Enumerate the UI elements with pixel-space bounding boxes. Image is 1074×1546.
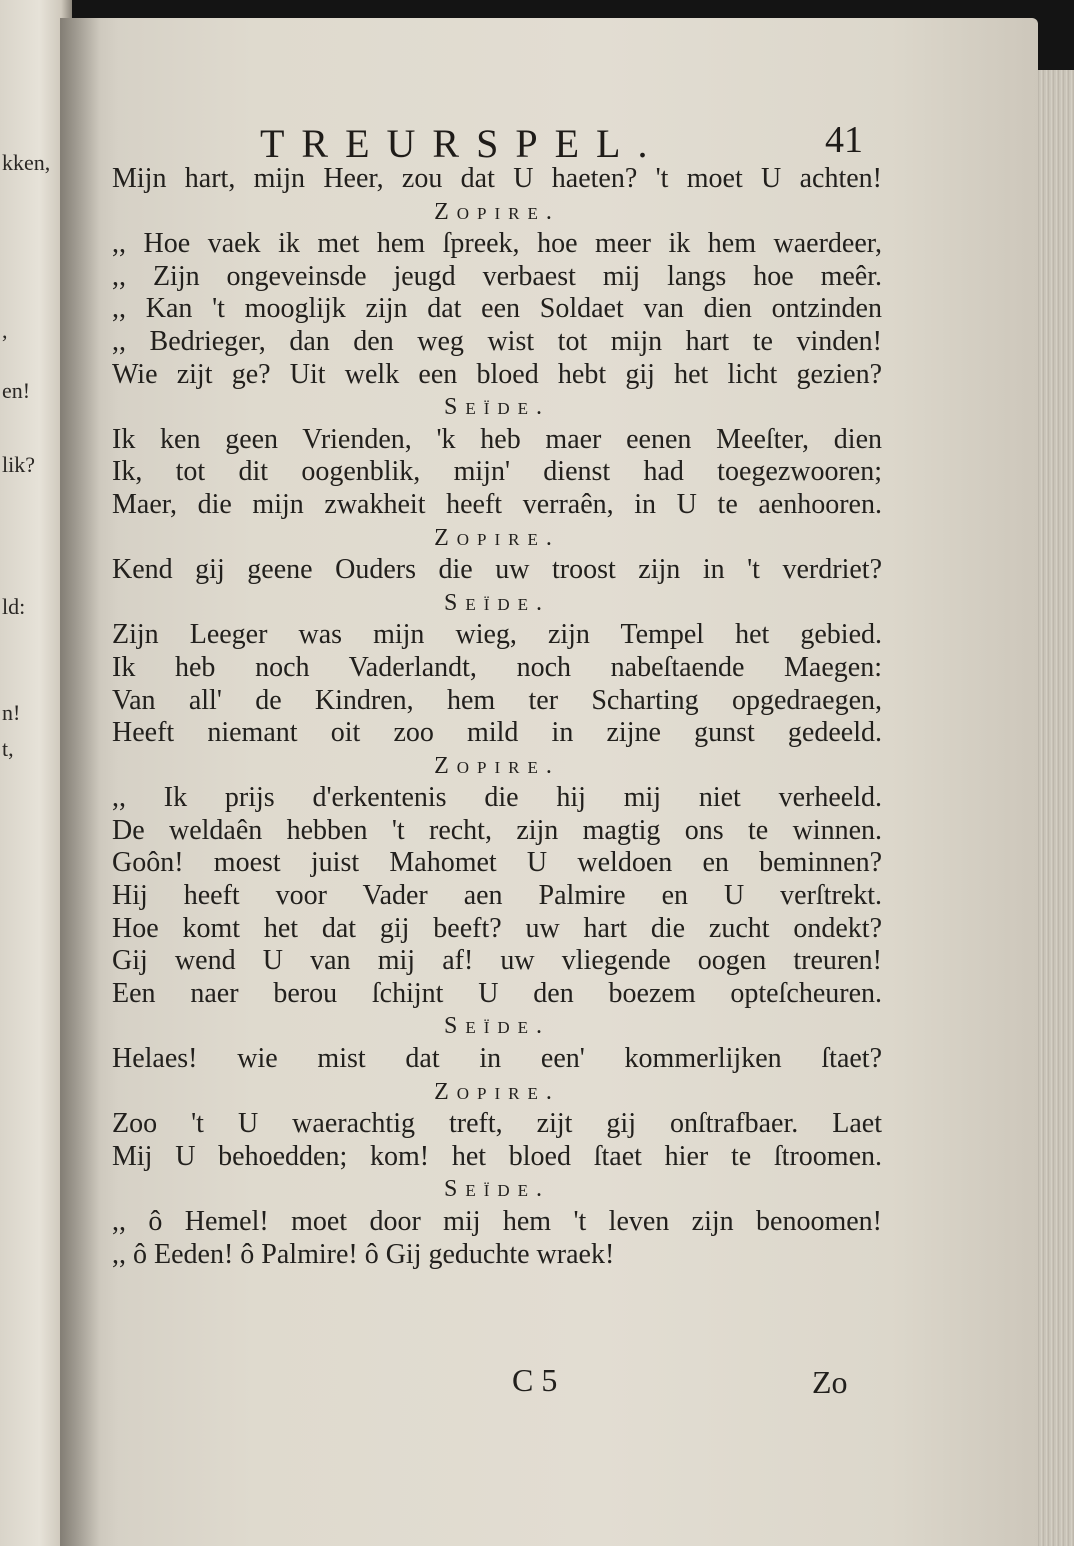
left-page-fragment: , xyxy=(2,318,8,343)
verse-line: Mijn hart, mijn Heer, zou dat U haeten? 't moet U achten! xyxy=(112,163,882,194)
verse-line: ,, Zijn ongeveinsde jeugd verbaest mij langs hoe meêr. xyxy=(112,260,882,292)
gutter-shadow xyxy=(60,18,100,1546)
verse-line: Ik ken geen Vrienden, 'k heb maer eenen Meeſter, dien xyxy=(112,423,882,455)
speaker-name: Seïde. xyxy=(443,589,551,616)
left-page-fragment: n! xyxy=(2,700,21,725)
left-page-fragment: lik? xyxy=(2,452,35,477)
verse-line: Ik, tot dit oogenblik, mijn' dienst had toegezwooren; xyxy=(112,456,882,488)
speaker-name: Seïde. xyxy=(443,1176,551,1203)
speaker-name: Seïde. xyxy=(443,394,551,421)
page-number: 41 xyxy=(825,119,863,161)
verse-line: Zoo 't U waerachtig treft, zijt gij onſtrafbaer. Laet xyxy=(112,1108,882,1140)
verse-line: Hoe komt het dat gij beeft? uw hart die zucht ondekt? xyxy=(112,912,882,944)
verse-line: Kend gij geene Ouders die uw troost zijn in 't verdriet? xyxy=(112,554,882,586)
verse-line: ,, ô Eeden! ô Palmire! ô Gij geduchte wraek! xyxy=(112,1238,615,1270)
verse-line: ,, ô Hemel! moet door mij hem 't leven zijn benoomen! xyxy=(112,1206,882,1237)
left-page-fragment: en! xyxy=(2,378,31,403)
speaker-name: Zopire. xyxy=(434,1078,560,1105)
verse-line: ,, Ik prijs d'erkentenis die hij mij niet verheeld. xyxy=(112,782,882,814)
verse-line: Hij heeft voor Vader aen Palmire en U verſtrekt. xyxy=(112,880,882,912)
speaker-name: Zopire. xyxy=(434,752,560,779)
verse-line: Een naer berou ſchijnt U den boezem opteſcheuren. xyxy=(112,977,882,1009)
verse-line: Zijn Leeger was mijn wieg, zijn Tempel het gebied. xyxy=(112,619,882,651)
verse-line: Gij wend U van mij af! uw vliegende oogen treuren! xyxy=(112,945,882,977)
verse-line: Maer, die mijn zwakheit heeft verraên, in U te aenhooren. xyxy=(112,488,882,520)
running-title: TREURSPEL. xyxy=(260,121,665,166)
left-page-fragment: ld: xyxy=(2,594,26,619)
verse-line: Ik heb noch Vaderlandt, noch nabeſtaende Maegen: xyxy=(112,651,882,683)
speaker-name: Zopire. xyxy=(434,198,560,225)
verse-line: Mij U behoedden; kom! het bloed ſtaet hier te ſtroomen. xyxy=(112,1140,882,1172)
verse-line: Van all' de Kindren, hem ter Scharting opgedraegen, xyxy=(112,684,882,716)
verse-line: Helaes! wie mist dat in een' kommerlijken ſtaet? xyxy=(112,1043,882,1075)
speaker-name: Zopire. xyxy=(434,524,560,551)
speaker-name: Seïde. xyxy=(443,1013,551,1040)
verse-line: ,, Bedrieger, dan den weg wist tot mijn hart te vinden! xyxy=(112,325,882,357)
left-page-fragment: t, xyxy=(2,736,14,761)
play-text xyxy=(112,163,882,1271)
verse-line: ,, Kan 't mooglijk zijn dat een Soldaet van dien ontzinden xyxy=(112,293,882,325)
left-page-fragment: kken, xyxy=(2,150,51,175)
verse-line: Wie zijt ge? Uit welk een bloed hebt gij het licht gezien? xyxy=(112,358,882,390)
verse-line: De weldaên hebben 't recht, zijn magtig ons te winnen. xyxy=(112,814,882,846)
catchword: Zo xyxy=(812,1364,848,1400)
signature-mark: C 5 xyxy=(512,1362,558,1398)
verse-line: Goôn! moest juist Mahomet U weldoen en beminnen? xyxy=(112,847,882,879)
verse-line: Heeft niemant oit zoo mild in zijne gunst gedeeld. xyxy=(112,717,882,749)
verse-line: ,, Hoe vaek ik met hem ſpreek, hoe meer ik hem waerdeer, xyxy=(112,228,882,260)
